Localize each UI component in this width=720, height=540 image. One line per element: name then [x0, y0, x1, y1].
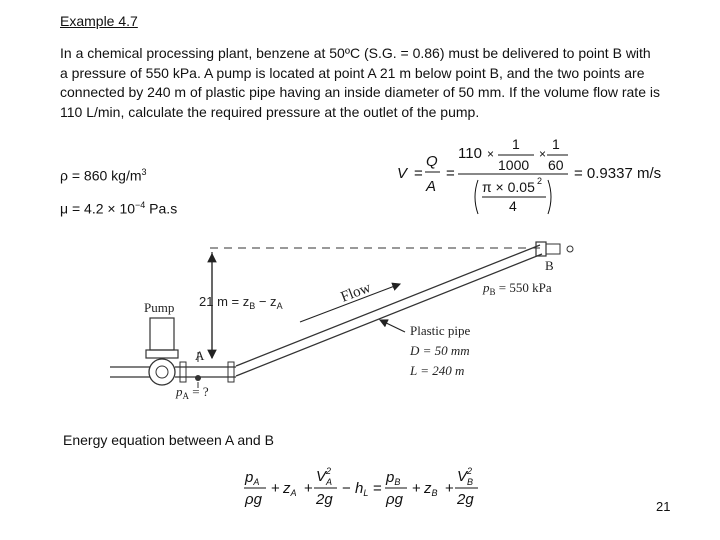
pump-label: Pump — [144, 300, 175, 315]
pi-exponent: 2 — [537, 176, 543, 186]
four: 4 — [509, 198, 517, 214]
example-title: Example 4.7 — [60, 13, 138, 29]
energy-minus: − — [342, 480, 351, 497]
energy-equals: = — [373, 480, 382, 497]
k-1000: 1000 — [498, 157, 530, 173]
pa-label: $p_A$ = ? — [176, 384, 209, 401]
one-b: 1 — [552, 136, 560, 152]
energy-plus-2: + — [304, 480, 313, 497]
height-label: 21 $m = z_B - z_A$ — [199, 294, 283, 311]
energy-plus-4: + — [445, 480, 454, 497]
times-2: × — [539, 147, 547, 161]
energy-hl: $h_L$ — [355, 480, 369, 498]
energy-plus-1: + — [271, 480, 280, 497]
times-1: × — [487, 147, 495, 161]
mu-unit: Pa.s — [145, 200, 178, 217]
one-a: 1 — [512, 136, 520, 152]
rho-exponent: 3 — [141, 167, 147, 177]
rho-text: = 860 kg/m — [67, 167, 142, 184]
energy-plus-3: + — [412, 480, 421, 497]
point-b-label: B — [545, 258, 554, 273]
energy-vb: $V^2$ B — [457, 466, 474, 487]
num-110: 110 — [458, 145, 482, 162]
pi-expr: π × 0.05 — [482, 179, 535, 195]
equals-2: = — [446, 165, 455, 182]
energy-section-label: Energy equation between A and B — [63, 432, 274, 448]
equals-1: = — [414, 165, 423, 182]
velocity-result: = 0.9337 m/s — [574, 165, 662, 182]
mu-symbol: μ — [60, 200, 69, 217]
energy-za: $z_A$ — [283, 480, 297, 498]
mu-text: = 4.2 × 10 — [68, 200, 136, 217]
mu-exponent: −4 — [135, 200, 146, 210]
energy-2g-1: 2g — [316, 491, 333, 508]
page-number: 21 — [656, 499, 671, 514]
a-symbol: A — [426, 178, 437, 195]
energy-rhog-1: ρg — [245, 491, 262, 508]
problem-statement: In a chemical processing plant, benzene at 50ºC (S.G. = 0.86) must be delivered to point B with a pressure of 550 kPa. A pump is located at point A 21 m below point B, and the two points are connected by 240 m of plastic pipe having an inside diameter of 50 mm. If the volume flow rate is 110 L/min, calculate the required pressure at the outlet of the pump. — [60, 45, 660, 120]
energy-rhog-2: ρg — [386, 491, 403, 508]
pipe-length: L = 240 m — [410, 363, 465, 378]
pipe-diameter: D = 50 mm — [410, 343, 470, 358]
pipe-title: Plastic pipe — [410, 323, 471, 338]
energy-pb: $p_B$ — [386, 469, 401, 487]
flow-label: Flow — [338, 279, 374, 306]
q-symbol: Q — [426, 153, 438, 170]
energy-zb: $z_B$ — [424, 480, 438, 498]
energy-2g-2: 2g — [457, 491, 474, 508]
energy-pa: $p_A$ — [245, 469, 260, 487]
point-a-label: A — [195, 348, 205, 363]
pb-label: $p_B = 550$ kPa — [483, 280, 552, 297]
rho-symbol: ρ — [60, 167, 68, 184]
k-60: 60 — [548, 157, 564, 173]
v-symbol: V — [397, 165, 408, 182]
energy-va: $V^2$ A — [316, 466, 333, 487]
